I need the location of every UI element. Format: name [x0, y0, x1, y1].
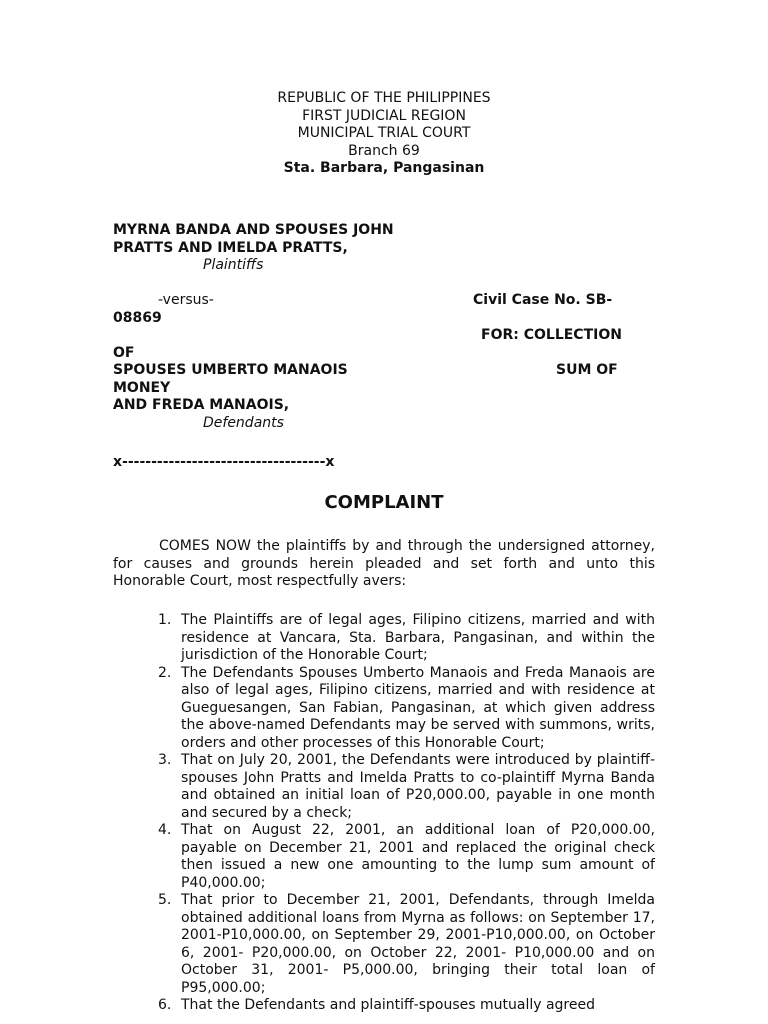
item-text: The Plaintiffs are of legal ages, Filipino citizens, married and with residence at Vancara, Sta. Barbara, Pangasinan, and within the jurisdiction of the Honorable Court;: [181, 612, 655, 663]
sum-of-label: SUM OF: [556, 362, 618, 378]
plaintiffs-names-line1: MYRNA BANDA AND SPOUSES JOHN: [113, 222, 394, 238]
court-header-line: Branch 69: [348, 142, 420, 159]
versus-label: -versus-: [158, 292, 214, 308]
case-number-label: Civil Case No. SB-: [473, 292, 613, 308]
item-text: That on August 22, 2001, an additional loan of P20,000.00, payable on December 21, 2001 and replaced the original check then issued a new one amounting to the lump sum amount of P40,000.00;: [181, 822, 655, 891]
court-header-line: FIRST JUDICIAL REGION: [302, 107, 466, 124]
list-item: [158, 822, 655, 892]
defendants-names-line2: AND FREDA MANAOIS,: [113, 397, 290, 413]
item-text: That the Defendants and plaintiff-spouses mutually agreed: [181, 997, 595, 1013]
item-text: That on July 20, 2001, the Defendants were introduced by plaintiff-spouses John Pratts and Imelda Pratts to co-plaintiff Myrna Banda and obtained an initial loan of P20,000.00, payable in one month and secured by a check;: [181, 752, 655, 821]
defendants-names-line1: SPOUSES UMBERTO MANAOIS: [113, 362, 348, 378]
defendants-role: Defendants: [203, 414, 284, 431]
list-item: [158, 892, 655, 997]
court-header-line: REPUBLIC OF THE PHILIPPINES: [277, 90, 491, 106]
document-title: COMPLAINT: [324, 492, 444, 513]
list-item: [158, 612, 655, 665]
caption-separator: x-----------------------------------x: [113, 454, 335, 470]
item-number: 3.: [158, 752, 172, 768]
case-number-continued: 08869: [113, 309, 162, 326]
plaintiffs-role: Plaintiffs: [203, 257, 264, 273]
item-number: 5.: [158, 892, 172, 908]
item-text: The Defendants Spouses Umberto Manaois and Freda Manaois are also of legal ages, Filipino citizens, married and with residence at Gueguesangen, San Fabian, Pangasinan, at which given address the above-named Defendants may be served with summons, writs, orders and other processes of this Honorable Court;: [181, 664, 655, 751]
money-word: MONEY: [113, 379, 171, 396]
allegations-list: [158, 612, 655, 1015]
item-number: 6.: [158, 997, 172, 1013]
list-item: [158, 997, 655, 1015]
court-header-line: MUNICIPAL TRIAL COURT: [297, 125, 471, 141]
plaintiffs-names-line2: PRATTS AND IMELDA PRATTS,: [113, 239, 348, 256]
for-collection-label: FOR: COLLECTION: [481, 327, 622, 343]
court-header-line: Sta. Barbara, Pangasinan: [283, 160, 485, 176]
intro-paragraph: [113, 538, 655, 591]
list-item: [158, 665, 655, 753]
of-word: OF: [113, 344, 135, 361]
court-header: [0, 90, 768, 178]
item-number: 4.: [158, 822, 172, 838]
item-number: 1.: [158, 612, 172, 628]
list-item: [158, 752, 655, 822]
intro-text: COMES NOW the plaintiffs by and through the undersigned attorney, for causes and grounds herein pleaded and set forth and unto this Honorable Court, most respectfully avers:: [113, 538, 655, 589]
item-text: That prior to December 21, 2001, Defendants, through Imelda obtained additional loans from Myrna as follows: on September 17, 2001-P10,000.00, on September 29, 2001-P10,000.00, on October 6, 2001- P20,000.00, on October 22, 2001- P10,000.00 and on October 31, 2001- P5,000.00, bringing their total loan of P95,000.00;: [181, 892, 655, 996]
item-number: 2.: [158, 664, 172, 681]
